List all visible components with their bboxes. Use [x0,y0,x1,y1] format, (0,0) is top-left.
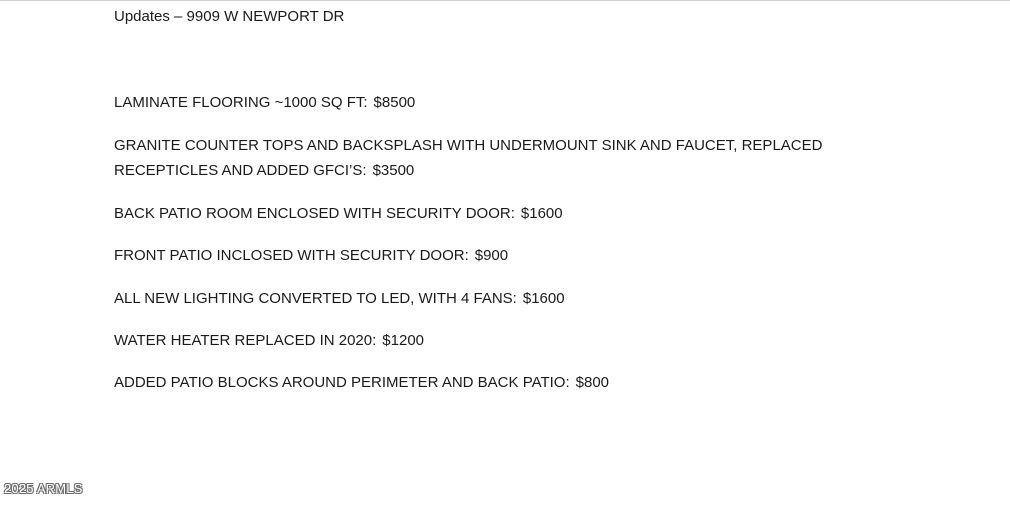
update-item-cost: $8500 [373,94,416,111]
update-item-cost: $1200 [382,332,425,349]
update-item-patio-blocks [114,370,609,395]
update-item-description: BACK PATIO ROOM ENCLOSED WITH SECURITY DOOR: [114,205,515,222]
update-item-back-patio [114,201,563,226]
update-item-description: GRANITE COUNTER TOPS AND BACKSPLASH WITH UNDERMOUNT SINK AND FAUCET, REPLACED [114,137,823,154]
update-item-description: WATER HEATER REPLACED IN 2020: [114,332,377,349]
update-item-description-continued: RECEPTICLES AND ADDED GFCI’S: [114,162,367,179]
update-item-description: ALL NEW LIGHTING CONVERTED TO LED, WITH 4 FANS: [114,290,517,307]
update-item-flooring [114,90,415,115]
copyright-watermark: 2025 ARMLS [4,481,83,496]
update-item-cost: $900 [474,247,509,264]
update-item-description: ADDED PATIO BLOCKS AROUND PERIMETER AND BACK PATIO: [114,374,570,391]
update-item-cost: $800 [575,374,610,391]
document-title: Updates – 9909 W NEWPORT DR [114,8,345,25]
update-item-front-patio [114,243,508,268]
update-item-countertops [114,133,822,183]
update-item-cost: $1600 [522,290,565,307]
update-item-cost: $3500 [372,162,415,179]
page-top-border [0,0,1010,1]
update-item-lighting [114,286,565,311]
update-item-description: LAMINATE FLOORING ~1000 SQ FT: [114,94,368,111]
update-item-cost: $1600 [520,205,563,222]
update-item-description: FRONT PATIO INCLOSED WITH SECURITY DOOR: [114,247,469,264]
update-item-water-heater [114,328,424,353]
